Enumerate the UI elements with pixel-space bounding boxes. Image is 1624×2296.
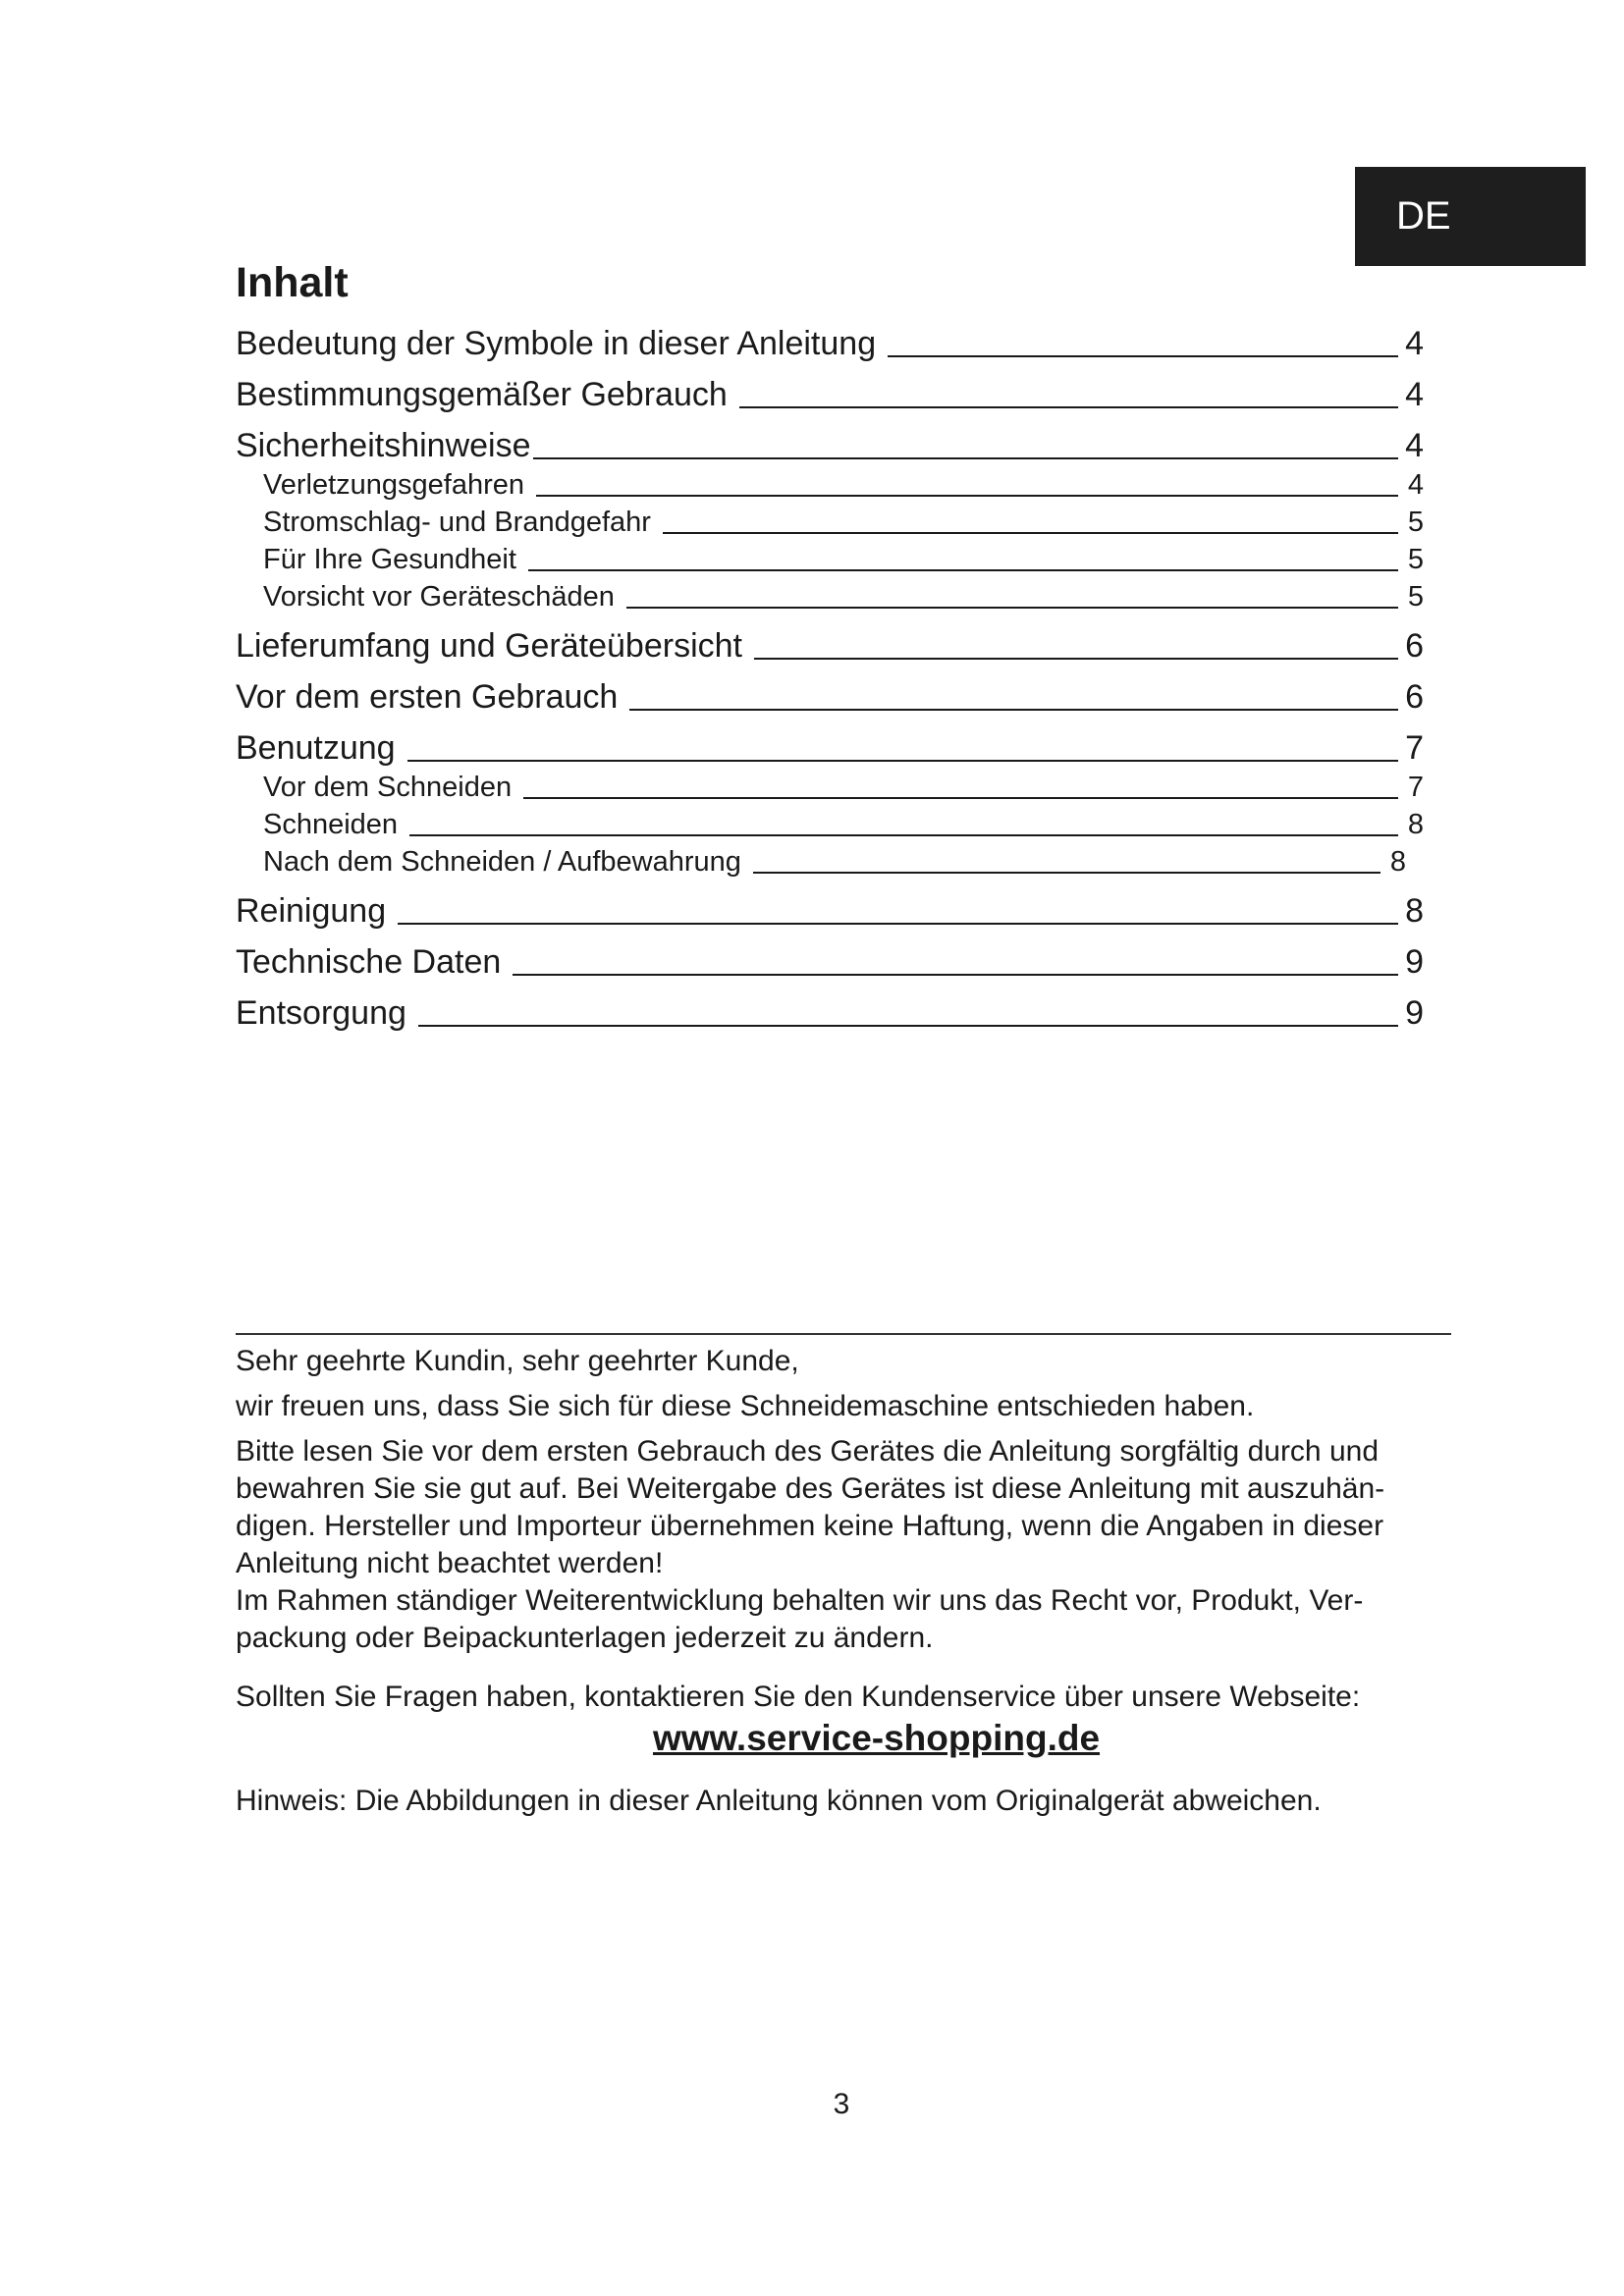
toc-leader-line bbox=[629, 709, 1398, 711]
toc-leader-line bbox=[409, 834, 1398, 836]
note-paragraph: Hinweis: Die Abbildungen in dieser Anleitung können vom Originalgerät abweichen. bbox=[236, 1785, 1322, 1817]
thanks-paragraph: wir freuen uns, dass Sie sich für diese Schneidemaschine entschieden haben. bbox=[236, 1390, 1255, 1422]
questions-paragraph: Sollten Sie Fragen haben, kontaktieren Sie den Kundenservice über unsere Webseite: bbox=[236, 1681, 1361, 1713]
language-tab: DE bbox=[1355, 167, 1586, 266]
toc-entry-page: 5 bbox=[1407, 507, 1424, 538]
toc-leader-line bbox=[407, 760, 1398, 762]
toc-leader-line bbox=[663, 532, 1398, 534]
toc-entry-label: Vor dem ersten Gebrauch bbox=[236, 678, 619, 716]
toc-entry-page: 8 bbox=[1407, 809, 1424, 840]
toc-leader-line bbox=[418, 1025, 1398, 1027]
toc-leader-line bbox=[523, 797, 1398, 799]
toc-entry-page: 9 bbox=[1405, 994, 1424, 1032]
toc-entry-label: Verletzungsgefahren bbox=[263, 469, 525, 501]
intro-text bbox=[236, 1343, 1458, 1820]
toc-entry-label: Bedeutung der Symbole in dieser Anleitung bbox=[236, 325, 877, 362]
toc-entry-page: 9 bbox=[1405, 943, 1424, 981]
toc-entry-label: Nach dem Schneiden / Aufbewahrung bbox=[263, 846, 741, 878]
toc-leader-line bbox=[626, 607, 1398, 609]
toc-entry[interactable] bbox=[236, 324, 1424, 363]
toc-entry[interactable] bbox=[236, 677, 1424, 717]
toc-entry-label: Stromschlag- und Brandgefahr bbox=[263, 507, 651, 538]
toc-entry-page: 5 bbox=[1407, 544, 1424, 575]
toc-entry-label: Schneiden bbox=[263, 809, 399, 840]
toc-leader-line bbox=[753, 872, 1380, 874]
toc-subentry[interactable] bbox=[263, 807, 1424, 842]
toc-leader-line bbox=[754, 658, 1398, 660]
toc-subentry[interactable] bbox=[263, 542, 1424, 577]
toc-subentry[interactable] bbox=[263, 467, 1424, 503]
toc-title: Inhalt bbox=[236, 259, 349, 306]
toc-entry-page: 4 bbox=[1405, 325, 1424, 362]
toc-leader-line bbox=[528, 569, 1398, 571]
page-number: 3 bbox=[833, 2088, 850, 2120]
toc-entry-page: 7 bbox=[1405, 729, 1424, 767]
toc-leader-line bbox=[513, 974, 1398, 976]
toc-entry[interactable] bbox=[236, 993, 1424, 1033]
toc-entry-label: Benutzung bbox=[236, 729, 396, 767]
read-instructions-paragraph: Bitte lesen Sie vor dem ersten Gebrauch des Gerätes die Anleitung sorgfältig durch und bewahren Sie sie gut auf. Bei Weitergabe des Gerätes ist diese Anleitung mit auszuhän-digen. Hersteller und Importeur übernehmen keine Haftung, wenn die Angaben in dieser Anleitung nicht beachtet werden! bbox=[236, 1435, 1385, 1579]
toc-entry-label: Bestimmungsgemäßer Gebrauch bbox=[236, 376, 728, 413]
toc-entry-page: 6 bbox=[1405, 627, 1424, 665]
toc-leader-line bbox=[739, 406, 1398, 408]
toc-entry-label: Sicherheitshinweise bbox=[236, 427, 531, 464]
toc-leader-line bbox=[398, 923, 1398, 925]
toc-entry-label: Für Ihre Gesundheit bbox=[263, 544, 516, 575]
toc-subentry[interactable] bbox=[263, 505, 1424, 540]
toc-entry-label: Vorsicht vor Geräteschäden bbox=[263, 581, 615, 613]
greeting: Sehr geehrte Kundin, sehr geehrter Kunde, bbox=[236, 1345, 799, 1377]
toc-entry[interactable] bbox=[236, 891, 1424, 931]
toc-entry-label: Entsorgung bbox=[236, 994, 406, 1032]
toc-subentry[interactable] bbox=[263, 579, 1424, 614]
development-paragraph: Im Rahmen ständiger Weiterentwicklung behalten wir uns das Recht vor, Produkt, Ver-packung oder Beipackunterlagen jederzeit zu ändern. bbox=[236, 1584, 1364, 1654]
toc-entry[interactable] bbox=[236, 426, 1424, 465]
toc-entry-label: Technische Daten bbox=[236, 943, 502, 981]
service-website-link[interactable]: www.service-shopping.de bbox=[652, 1718, 1101, 1758]
toc-entry-label: Lieferumfang und Geräteübersicht bbox=[236, 627, 742, 665]
toc-entry[interactable] bbox=[236, 942, 1424, 982]
toc-leader-line bbox=[533, 457, 1399, 459]
toc-leader-line bbox=[888, 355, 1398, 357]
toc-entry-page: 4 bbox=[1405, 376, 1424, 413]
toc-subentry[interactable] bbox=[263, 770, 1424, 805]
toc-entry-label: Vor dem Schneiden bbox=[263, 772, 513, 803]
toc-leader-line bbox=[536, 495, 1398, 497]
toc-entry-page: 8 bbox=[1389, 846, 1406, 878]
toc-entry-page: 8 bbox=[1405, 892, 1424, 930]
toc-entry-label: Reinigung bbox=[236, 892, 387, 930]
toc-subentry[interactable] bbox=[263, 844, 1406, 880]
toc-entry-page: 4 bbox=[1407, 469, 1424, 501]
table-of-contents bbox=[236, 324, 1424, 1044]
toc-entry-page: 4 bbox=[1405, 427, 1424, 464]
toc-entry[interactable] bbox=[236, 626, 1424, 666]
toc-entry-page: 5 bbox=[1407, 581, 1424, 613]
toc-entry[interactable] bbox=[236, 375, 1424, 414]
section-divider bbox=[236, 1333, 1451, 1335]
toc-entry-page: 6 bbox=[1405, 678, 1424, 716]
toc-entry-page: 7 bbox=[1407, 772, 1424, 803]
toc-entry[interactable] bbox=[236, 728, 1424, 768]
